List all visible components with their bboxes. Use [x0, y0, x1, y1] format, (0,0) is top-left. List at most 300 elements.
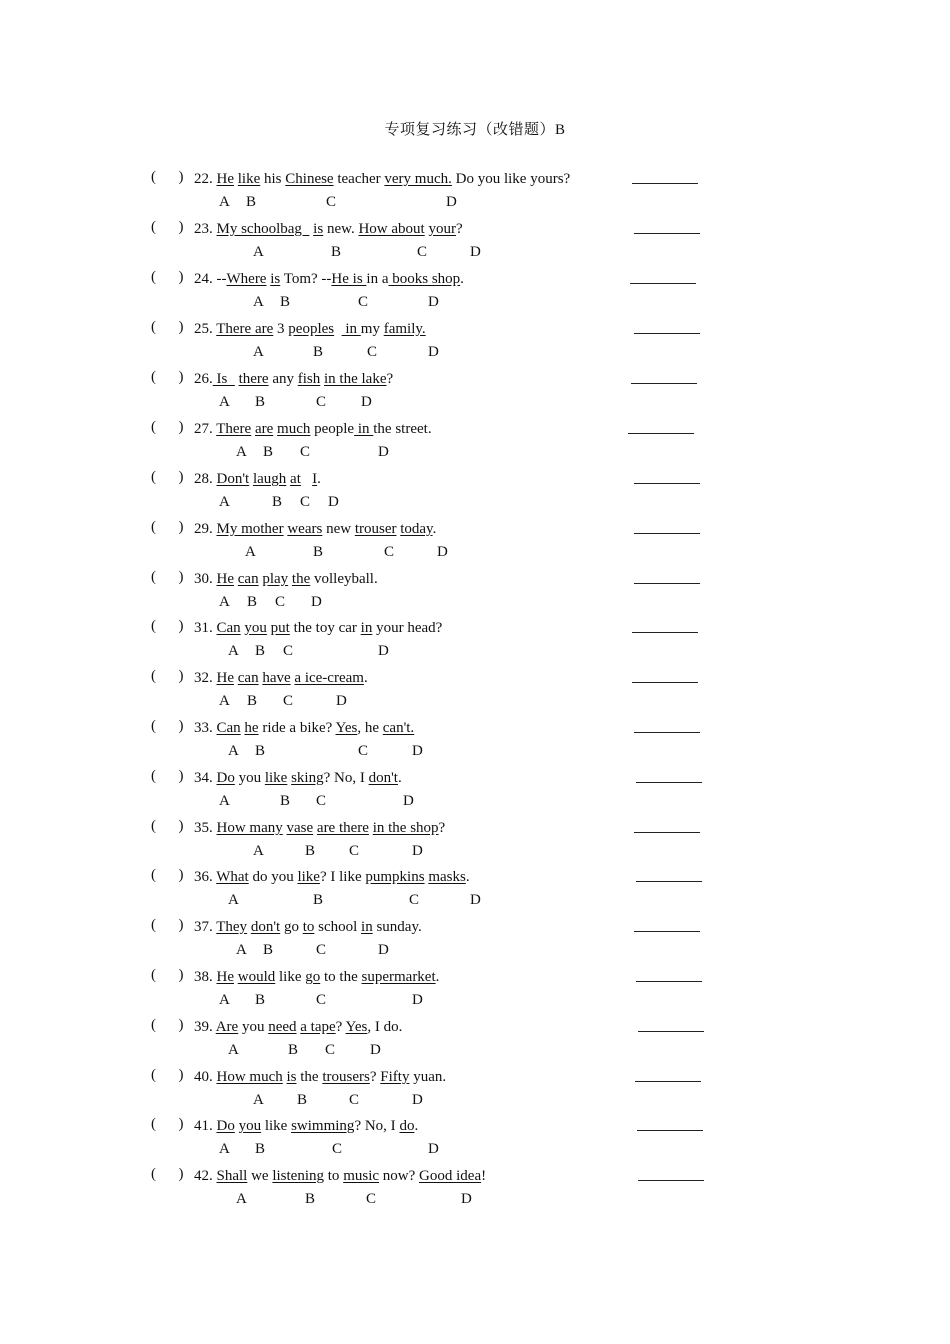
sentence-text: ? [386, 371, 394, 387]
underlined-segment: don't [368, 770, 398, 786]
sentence-text: now? [379, 1168, 420, 1184]
sentence-text: , he [357, 720, 383, 736]
option-letter-d: D [412, 992, 423, 1008]
correction-blank[interactable] [634, 732, 700, 733]
option-letter-c: C [417, 244, 428, 260]
underlined-segment: would [237, 969, 276, 985]
option-letter-c: C [349, 1092, 360, 1108]
sentence-text: Tom? -- [280, 271, 332, 287]
underlined-segment: a tape [300, 1019, 336, 1035]
underlined-segment: My schoolbag [216, 221, 310, 237]
question-sentence [194, 768, 402, 788]
answer-bracket[interactable]: ( ) [151, 519, 184, 535]
option-letter-a: A [253, 843, 264, 859]
correction-blank[interactable] [636, 981, 702, 982]
sentence-text: ? [455, 221, 463, 237]
underlined-segment: there [238, 371, 269, 387]
correction-blank[interactable] [634, 583, 700, 584]
question-sentence [194, 1017, 402, 1037]
sentence-text: your head? [372, 620, 443, 636]
question-sentence [194, 569, 378, 589]
underlined-segment: My mother [216, 521, 284, 537]
question-number: 30. [194, 571, 217, 587]
sentence-text: the [296, 1069, 323, 1085]
sentence-text: 3 [273, 321, 289, 337]
sentence-text: like [275, 969, 306, 985]
question-number: 35. [194, 820, 217, 836]
option-letter-d: D [378, 643, 389, 659]
answer-bracket[interactable]: ( ) [151, 469, 184, 485]
correction-blank[interactable] [636, 782, 702, 783]
option-letter-a: A [253, 1092, 264, 1108]
option-letter-d: D [336, 693, 347, 709]
underlined-segment: They [216, 919, 248, 935]
option-letter-b: B [305, 843, 316, 859]
answer-bracket[interactable]: ( ) [151, 1017, 184, 1033]
answer-bracket[interactable]: ( ) [151, 369, 184, 385]
underlined-segment: Good idea [419, 1168, 482, 1184]
underlined-segment: He [216, 171, 234, 187]
answer-bracket[interactable]: ( ) [151, 1166, 184, 1182]
option-letter-b: B [288, 1042, 299, 1058]
question-number: 32. [194, 670, 217, 686]
sentence-text: in a [366, 271, 389, 287]
option-letter-c: C [358, 294, 369, 310]
underlined-segment: is [313, 221, 324, 237]
correction-blank[interactable] [631, 383, 697, 384]
correction-blank[interactable] [628, 433, 694, 434]
option-letter-c: C [275, 594, 286, 610]
underlined-segment: Fifty [380, 1069, 410, 1085]
underlined-segment: vase [286, 820, 314, 836]
option-letter-b: B [247, 693, 258, 709]
sentence-text: the street. [373, 421, 432, 437]
option-letter-b: B [280, 294, 291, 310]
sentence-text: to the [320, 969, 362, 985]
sentence-text: ride a bike? [258, 720, 336, 736]
sentence-text: ? [438, 820, 446, 836]
underlined-segment: Yes [335, 720, 358, 736]
question-item [0, 569, 950, 619]
underlined-segment: in the shop [372, 820, 439, 836]
sentence-text: . [363, 670, 368, 686]
sentence-text: like [261, 1118, 292, 1134]
sentence-text: school [314, 919, 362, 935]
option-letter-c: C [326, 194, 337, 210]
question-sentence [194, 319, 426, 339]
option-letter-a: A [253, 294, 264, 310]
question-number: 40. [194, 1069, 217, 1085]
question-item [0, 718, 950, 768]
underlined-segment: sking [291, 770, 324, 786]
question-number: 29. [194, 521, 217, 537]
underlined-segment: Do [216, 770, 235, 786]
underlined-segment: There [216, 421, 252, 437]
correction-blank[interactable] [634, 931, 700, 932]
option-letter-c: C [332, 1141, 343, 1157]
underlined-segment: pumpkins [365, 869, 425, 885]
correction-blank[interactable] [632, 632, 698, 633]
underlined-segment: have [262, 670, 291, 686]
question-item [0, 219, 950, 269]
option-letter-b: B [263, 444, 274, 460]
sentence-text: . [465, 869, 470, 885]
underlined-segment: masks [428, 869, 466, 885]
underlined-segment: very much. [384, 171, 452, 187]
sentence-text: new [322, 521, 355, 537]
option-letter-d: D [403, 793, 414, 809]
answer-bracket[interactable]: ( ) [151, 618, 184, 634]
option-letter-a: A [219, 992, 230, 1008]
answer-bracket[interactable]: ( ) [151, 867, 184, 883]
answer-bracket[interactable]: ( ) [151, 419, 184, 435]
question-number: 42. [194, 1168, 217, 1184]
option-letter-b: B [272, 494, 283, 510]
question-item [0, 419, 950, 469]
option-letter-a: A [245, 544, 256, 560]
option-letter-a: A [253, 244, 264, 260]
underlined-segment: wears [287, 521, 323, 537]
underlined-segment: What [216, 869, 249, 885]
option-letter-d: D [428, 344, 439, 360]
answer-bracket[interactable]: ( ) [151, 269, 184, 285]
question-sentence [194, 1067, 446, 1087]
option-letter-a: A [219, 594, 230, 610]
underlined-segment: in the lake [324, 371, 387, 387]
correction-blank[interactable] [630, 283, 696, 284]
sentence-text: his [260, 171, 286, 187]
sentence-text: teacher [333, 171, 385, 187]
answer-bracket[interactable]: ( ) [151, 1116, 184, 1132]
question-number: 39. [194, 1019, 216, 1035]
option-letter-c: C [358, 743, 369, 759]
underlined-segment: need [268, 1019, 297, 1035]
option-letter-c: C [325, 1042, 336, 1058]
question-item [0, 319, 950, 369]
underlined-segment: listening [272, 1168, 325, 1184]
sentence-text [334, 321, 342, 337]
question-number: 37. [194, 919, 217, 935]
question-sentence [194, 1166, 486, 1186]
sentence-text: . [397, 770, 402, 786]
option-letter-d: D [428, 294, 439, 310]
sentence-text: ? [335, 1019, 346, 1035]
option-letter-a: A [219, 1141, 230, 1157]
answer-bracket[interactable]: ( ) [151, 169, 184, 185]
option-letter-a: A [219, 693, 230, 709]
question-item [0, 768, 950, 818]
question-number: 41. [194, 1118, 217, 1134]
underlined-segment: fish [297, 371, 321, 387]
question-item [0, 1116, 950, 1166]
sentence-text: the toy car [289, 620, 361, 636]
option-letter-d: D [412, 743, 423, 759]
option-letter-a: A [219, 793, 230, 809]
option-letter-d: D [412, 1092, 423, 1108]
answer-bracket[interactable]: ( ) [151, 219, 184, 235]
underlined-segment: trousers [322, 1069, 370, 1085]
underlined-segment: music [343, 1168, 380, 1184]
sentence-text: any [268, 371, 298, 387]
question-number: 38. [194, 969, 217, 985]
question-sentence [194, 369, 393, 389]
underlined-segment: you [244, 620, 267, 636]
option-letter-b: B [305, 1191, 316, 1207]
underlined-segment: books shop [388, 271, 461, 287]
underlined-segment: he [244, 720, 259, 736]
question-sentence [194, 718, 414, 738]
sentence-text [301, 471, 312, 487]
option-letter-c: C [283, 693, 294, 709]
correction-blank[interactable] [635, 1081, 701, 1082]
option-letter-b: B [246, 194, 257, 210]
sentence-text: ! [481, 1168, 487, 1184]
correction-blank[interactable] [634, 533, 700, 534]
sentence-text: . [435, 969, 440, 985]
question-number: 23. [194, 221, 217, 237]
question-number: 28. [194, 471, 217, 487]
answer-bracket[interactable]: ( ) [151, 668, 184, 684]
correction-blank[interactable] [634, 483, 700, 484]
underlined-segment: Don't [216, 471, 250, 487]
option-letter-d: D [470, 244, 481, 260]
correction-blank[interactable] [637, 1130, 703, 1131]
question-number: 26. [194, 371, 213, 387]
sentence-text: go [280, 919, 303, 935]
underlined-segment: much [277, 421, 311, 437]
question-item [0, 618, 950, 668]
question-sentence [194, 618, 442, 638]
underlined-segment: do [399, 1118, 415, 1134]
underlined-segment: He [216, 571, 234, 587]
question-sentence [194, 519, 436, 539]
question-number: 34. [194, 770, 217, 786]
question-item [0, 867, 950, 917]
sentence-text: ? [369, 1069, 381, 1085]
option-letter-c: C [366, 1191, 377, 1207]
answer-bracket[interactable]: ( ) [151, 917, 184, 933]
question-sentence [194, 668, 368, 688]
question-sentence [194, 469, 321, 489]
question-sentence [194, 219, 463, 239]
option-letter-c: C [316, 793, 327, 809]
question-number: 36. [194, 869, 217, 885]
option-letter-b: B [255, 394, 266, 410]
answer-bracket[interactable]: ( ) [151, 768, 184, 784]
correction-blank[interactable] [636, 881, 702, 882]
option-letter-c: C [349, 843, 360, 859]
question-sentence [194, 419, 432, 439]
underlined-segment: family. [383, 321, 426, 337]
option-letter-c: C [409, 892, 420, 908]
underlined-segment: Are [215, 1019, 239, 1035]
underlined-segment: in [354, 421, 374, 437]
underlined-segment: Can [216, 720, 241, 736]
option-letter-a: A [219, 494, 230, 510]
question-item [0, 269, 950, 319]
answer-bracket[interactable]: ( ) [151, 319, 184, 335]
option-letter-d: D [428, 1141, 439, 1157]
sentence-text: sunday. [372, 919, 422, 935]
option-letter-d: D [437, 544, 448, 560]
option-letter-a: A [253, 344, 264, 360]
option-letter-a: A [236, 942, 247, 958]
sentence-text: you [238, 1019, 269, 1035]
sentence-text: , I do. [367, 1019, 403, 1035]
question-sentence [194, 169, 570, 189]
correction-blank[interactable] [638, 1180, 704, 1181]
underlined-segment: to [302, 919, 315, 935]
underlined-segment: Can [216, 620, 241, 636]
option-letter-c: C [316, 942, 327, 958]
underlined-segment: peoples [288, 321, 335, 337]
question-number: 33. [194, 720, 217, 736]
question-item [0, 967, 950, 1017]
sentence-text: do you [248, 869, 298, 885]
option-letter-b: B [255, 743, 266, 759]
underlined-segment: put [270, 620, 290, 636]
sentence-text: ? I like [319, 869, 366, 885]
question-number: 24. [194, 271, 217, 287]
underlined-segment: can't. [382, 720, 415, 736]
underlined-segment: Where [226, 271, 267, 287]
underlined-segment: today [400, 521, 433, 537]
option-letter-b: B [313, 344, 324, 360]
sentence-text: yuan. [409, 1069, 447, 1085]
underlined-segment: How much [216, 1069, 283, 1085]
underlined-segment: a ice-cream [294, 670, 364, 686]
answer-bracket[interactable]: ( ) [151, 569, 184, 585]
underlined-segment: He [216, 969, 234, 985]
sentence-text: people [310, 421, 355, 437]
question-number: 31. [194, 620, 217, 636]
answer-bracket[interactable]: ( ) [151, 1067, 184, 1083]
answer-bracket[interactable]: ( ) [151, 718, 184, 734]
question-item [0, 169, 950, 219]
underlined-segment: you [238, 1118, 262, 1134]
option-letter-c: C [367, 344, 378, 360]
option-letter-b: B [255, 643, 266, 659]
sentence-text: . [317, 471, 321, 487]
option-letter-c: C [283, 643, 294, 659]
underlined-segment: He [216, 670, 234, 686]
option-letter-c: C [316, 992, 327, 1008]
correction-blank[interactable] [634, 233, 700, 234]
option-letter-a: A [228, 743, 239, 759]
sentence-text: . [460, 271, 464, 287]
underlined-segment: I [312, 471, 318, 487]
sentence-text: you [234, 770, 265, 786]
option-letter-b: B [247, 594, 258, 610]
underlined-segment: Is [212, 371, 235, 387]
option-letter-b: B [255, 1141, 266, 1157]
option-letter-d: D [370, 1042, 381, 1058]
underlined-segment: Yes [345, 1019, 368, 1035]
underlined-segment: the [291, 571, 311, 587]
question-sentence [194, 967, 439, 987]
page-title: 专项复习练习（改错题）B [384, 122, 566, 138]
option-letter-b: B [313, 892, 324, 908]
underlined-segment: is [270, 271, 281, 287]
option-letter-b: B [280, 793, 291, 809]
correction-blank[interactable] [632, 183, 698, 184]
question-sentence [194, 917, 422, 937]
underlined-segment: are there [316, 820, 369, 836]
option-letter-b: B [331, 244, 342, 260]
option-letter-b: B [263, 942, 274, 958]
underlined-segment: How about [358, 221, 425, 237]
underlined-segment: Do [216, 1118, 235, 1134]
underlined-segment: go [305, 969, 321, 985]
correction-blank[interactable] [632, 682, 698, 683]
option-letter-d: D [311, 594, 322, 610]
question-number: 27. [194, 421, 217, 437]
question-item [0, 1067, 950, 1117]
option-letter-a: A [228, 1042, 239, 1058]
sentence-text: . [414, 1118, 419, 1134]
option-letter-d: D [470, 892, 481, 908]
question-sentence [194, 867, 470, 887]
option-letter-c: C [300, 494, 311, 510]
question-sentence [194, 818, 445, 838]
option-letter-d: D [328, 494, 339, 510]
underlined-segment: don't [250, 919, 281, 935]
underlined-segment: in [341, 321, 361, 337]
question-number: 25. [194, 321, 217, 337]
underlined-segment: play [262, 571, 289, 587]
question-sentence [194, 1116, 418, 1136]
underlined-segment: your [428, 221, 456, 237]
option-letter-d: D [378, 942, 389, 958]
underlined-segment: can [237, 571, 259, 587]
underlined-segment: Shall [216, 1168, 248, 1184]
question-item [0, 519, 950, 569]
correction-blank[interactable] [638, 1031, 704, 1032]
underlined-segment: There are [216, 321, 274, 337]
option-letter-d: D [361, 394, 372, 410]
option-letter-d: D [461, 1191, 472, 1207]
underlined-segment: in [360, 620, 373, 636]
sentence-text: we [247, 1168, 273, 1184]
sentence-text: volleyball. [310, 571, 378, 587]
underlined-segment: Chinese [285, 171, 334, 187]
underlined-segment: at [290, 471, 301, 487]
underlined-segment: laugh [252, 471, 287, 487]
question-item [0, 917, 950, 967]
option-letter-c: C [316, 394, 327, 410]
answer-bracket[interactable]: ( ) [151, 818, 184, 834]
underlined-segment: like [297, 869, 320, 885]
question-item [0, 1017, 950, 1067]
underlined-segment: can [237, 670, 259, 686]
underlined-segment: like [264, 770, 288, 786]
underlined-segment: are [254, 421, 274, 437]
underlined-segment: like [237, 171, 261, 187]
correction-blank[interactable] [634, 832, 700, 833]
option-letter-b: B [255, 992, 266, 1008]
option-letter-a: A [236, 1191, 247, 1207]
sentence-text: ? No, I [354, 1118, 400, 1134]
correction-blank[interactable] [634, 333, 700, 334]
option-letter-d: D [446, 194, 457, 210]
underlined-segment: trouser [354, 521, 397, 537]
sentence-text: my [360, 321, 384, 337]
option-letter-b: B [313, 544, 324, 560]
question-item [0, 668, 950, 718]
sentence-text: to [324, 1168, 344, 1184]
answer-bracket[interactable]: ( ) [151, 967, 184, 983]
option-letter-a: A [236, 444, 247, 460]
